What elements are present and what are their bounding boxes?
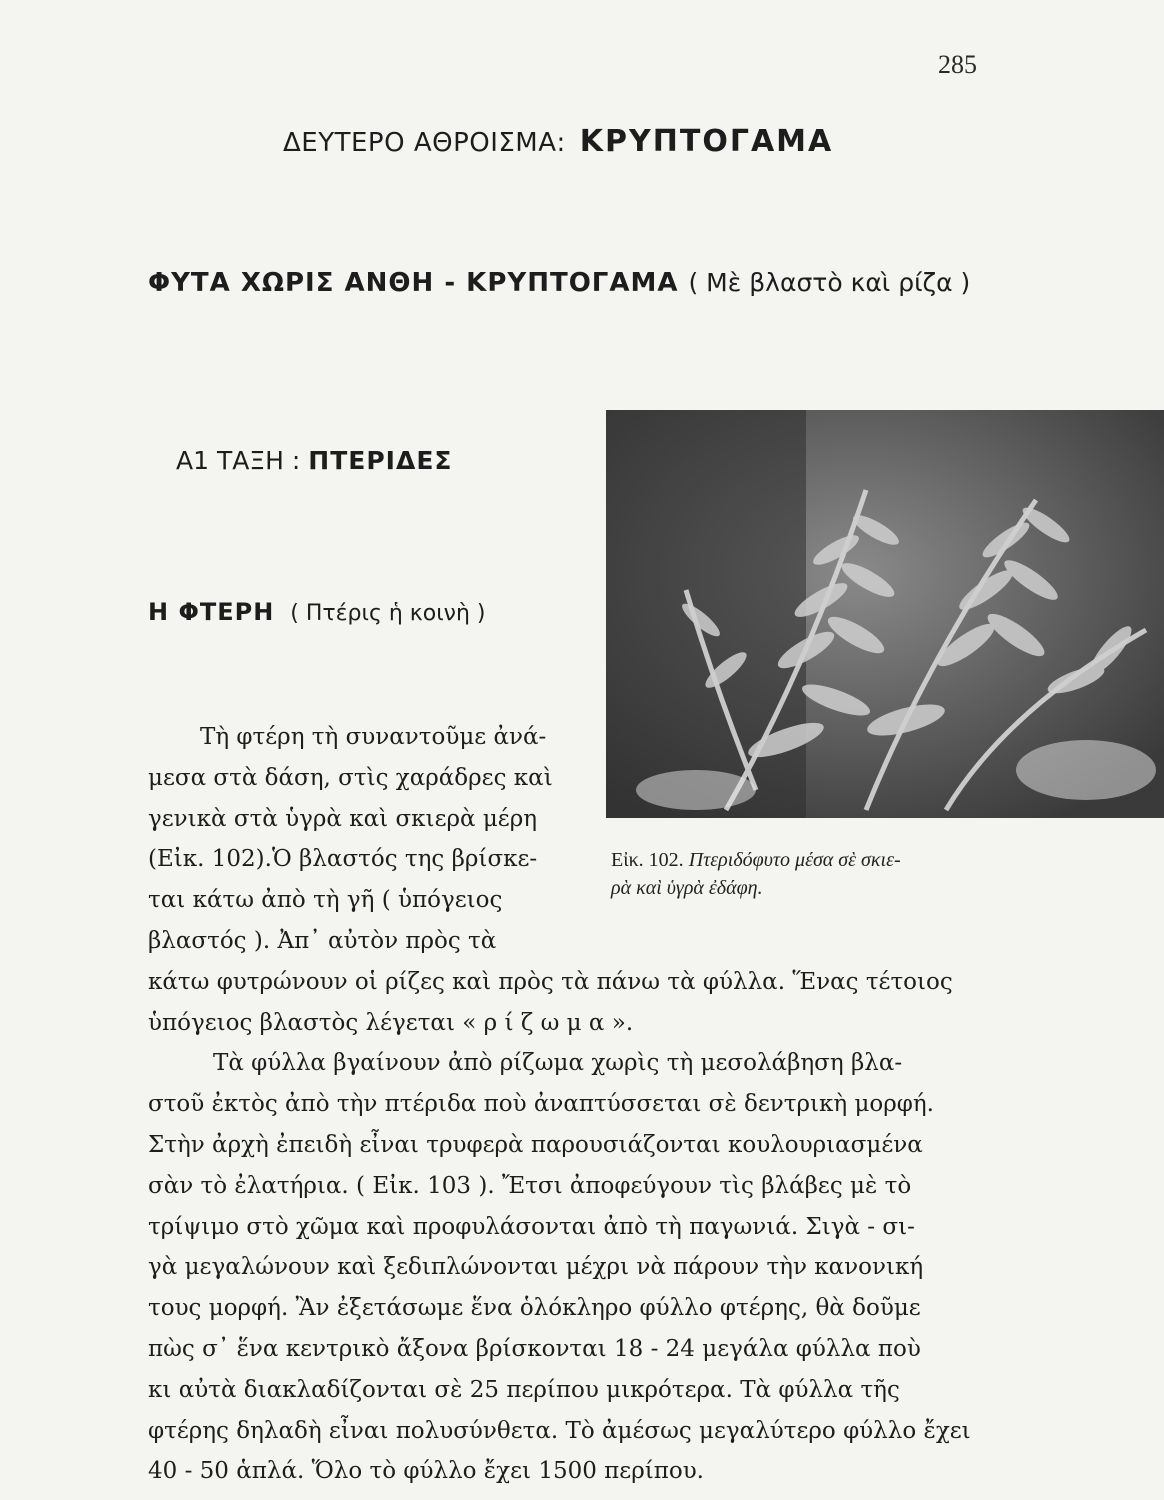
body-line: 40 - 50 ἁπλά. Ὅλο τὸ φύλλο ἔχει 1500 περίπου. bbox=[148, 1458, 704, 1485]
section-heading-title: ΦΥΤΑ ΧΩΡΙΣ ΑΝΘΗ - ΚΡΥΠΤΟΓΑΜΑ bbox=[148, 268, 679, 298]
plant-heading bbox=[148, 598, 485, 626]
body-line: ται κάτω ἀπὸ τὴ γῆ ( ὑπόγειος bbox=[148, 887, 503, 914]
figure-caption bbox=[611, 846, 1051, 902]
caption-text-1: Πτεριδόφυτο μέσα σὲ σκιε- bbox=[688, 849, 901, 871]
section-heading bbox=[148, 268, 970, 298]
body-line: τους μορφή. Ἂν ἐξετάσωμε ἕνα ὁλόκληρο φύλλο φτέρης, θὰ δοῦμε bbox=[148, 1295, 921, 1322]
main-heading-prefix: ΔΕΥΤΕΡΟ ΑΘΡΟΙΣΜΑ: bbox=[283, 128, 566, 158]
caption-line-1 bbox=[611, 846, 1051, 874]
class-heading bbox=[176, 446, 452, 475]
body-line: πὼς σ᾽ ἕνα κεντρικὸ ἄξονα βρίσκονται 18 - 24 μεγάλα φύλλα ποὺ bbox=[148, 1336, 921, 1362]
body-line: κάτω φυτρώνουν οἱ ρίζες καὶ πρὸς τὰ πάνω τὰ φύλλα. Ἕνας τέτοιος bbox=[148, 968, 953, 995]
class-heading-prefix: Α1 ΤΑΞΗ : bbox=[176, 446, 301, 475]
body-line: φτέρης δηλαδὴ εἶναι πολυσύνθετα. Τὸ ἀμέσως μεγαλύτερο φύλλο ἔχει bbox=[148, 1417, 971, 1444]
main-heading-title: ΚΡΥΠΤΟΓΑΜΑ bbox=[579, 124, 834, 159]
body-line: ὑπόγειος βλαστὸς λέγεται « ρ ί ζ ω μ α ». bbox=[148, 1009, 634, 1036]
section-heading-subtitle: ( Μὲ βλαστὸ καὶ ρίζα ) bbox=[688, 268, 971, 297]
body-line: βλαστός ). Ἀπ᾽ αὐτὸν πρὸς τὰ bbox=[148, 928, 497, 954]
body-line: σὰν τὸ ἐλατήρια. ( Εἰκ. 103 ). Ἔτσι ἀποφεύγουν τὶς βλάβες μὲ τὸ bbox=[148, 1172, 912, 1199]
body-line: Τὰ φύλλα βγαίνουν ἀπὸ ρίζωμα χωρὶς τὴ μεσολάβηση βλα- bbox=[213, 1050, 903, 1077]
page-number: 285 bbox=[938, 50, 977, 79]
body-line: (Εἰκ. 102).Ὁ βλαστός της βρίσκε- bbox=[148, 846, 538, 873]
fern-photo bbox=[606, 410, 1164, 818]
body-line: μεσα στὰ δάση, στὶς χαράδρες καὶ bbox=[148, 764, 553, 791]
main-heading bbox=[283, 124, 833, 159]
body-line: στοῦ ἐκτὸς ἀπὸ τὴν πτέριδα ποὺ ἀναπτύσσεται σὲ δεντρικὴ μορφή. bbox=[148, 1091, 934, 1118]
body-line: γενικὰ στὰ ὑγρὰ καὶ σκιερὰ μέρη bbox=[148, 805, 538, 832]
body-line: κι αὐτὰ διακλαδίζονται σὲ 25 περίπου μικρότερα. Τὰ φύλλα τῆς bbox=[148, 1376, 900, 1403]
caption-line-2: ρὰ καὶ ὑγρὰ ἐδάφη. bbox=[611, 877, 763, 899]
class-heading-title: ΠΤΕΡΙΔΕΣ bbox=[308, 446, 453, 475]
body-line: τρίψιμο στὸ χῶμα καὶ προφυλάσονται ἀπὸ τὴ παγωνιά. Σιγὰ - σι- bbox=[148, 1213, 915, 1240]
fern-photo-illustration bbox=[606, 410, 1164, 818]
caption-number: Εἰκ. 102. bbox=[611, 849, 684, 871]
plant-heading-subtitle: ( Πτέρις ἡ κοινὴ ) bbox=[290, 601, 486, 626]
body-line: γὰ μεγαλώνουν καὶ ξεδιπλώνονται μέχρι νὰ πάρουν τὴν κανονική bbox=[148, 1254, 924, 1281]
body-line: Στὴν ἀρχὴ ἐπειδὴ εἶναι τρυφερὰ παρουσιάζονται κουλουριασμένα bbox=[148, 1132, 923, 1158]
plant-heading-title: Η ΦΤΕΡΗ bbox=[148, 598, 275, 626]
body-line: Τὴ φτέρη τὴ συναντοῦμε ἀνά- bbox=[200, 724, 547, 750]
